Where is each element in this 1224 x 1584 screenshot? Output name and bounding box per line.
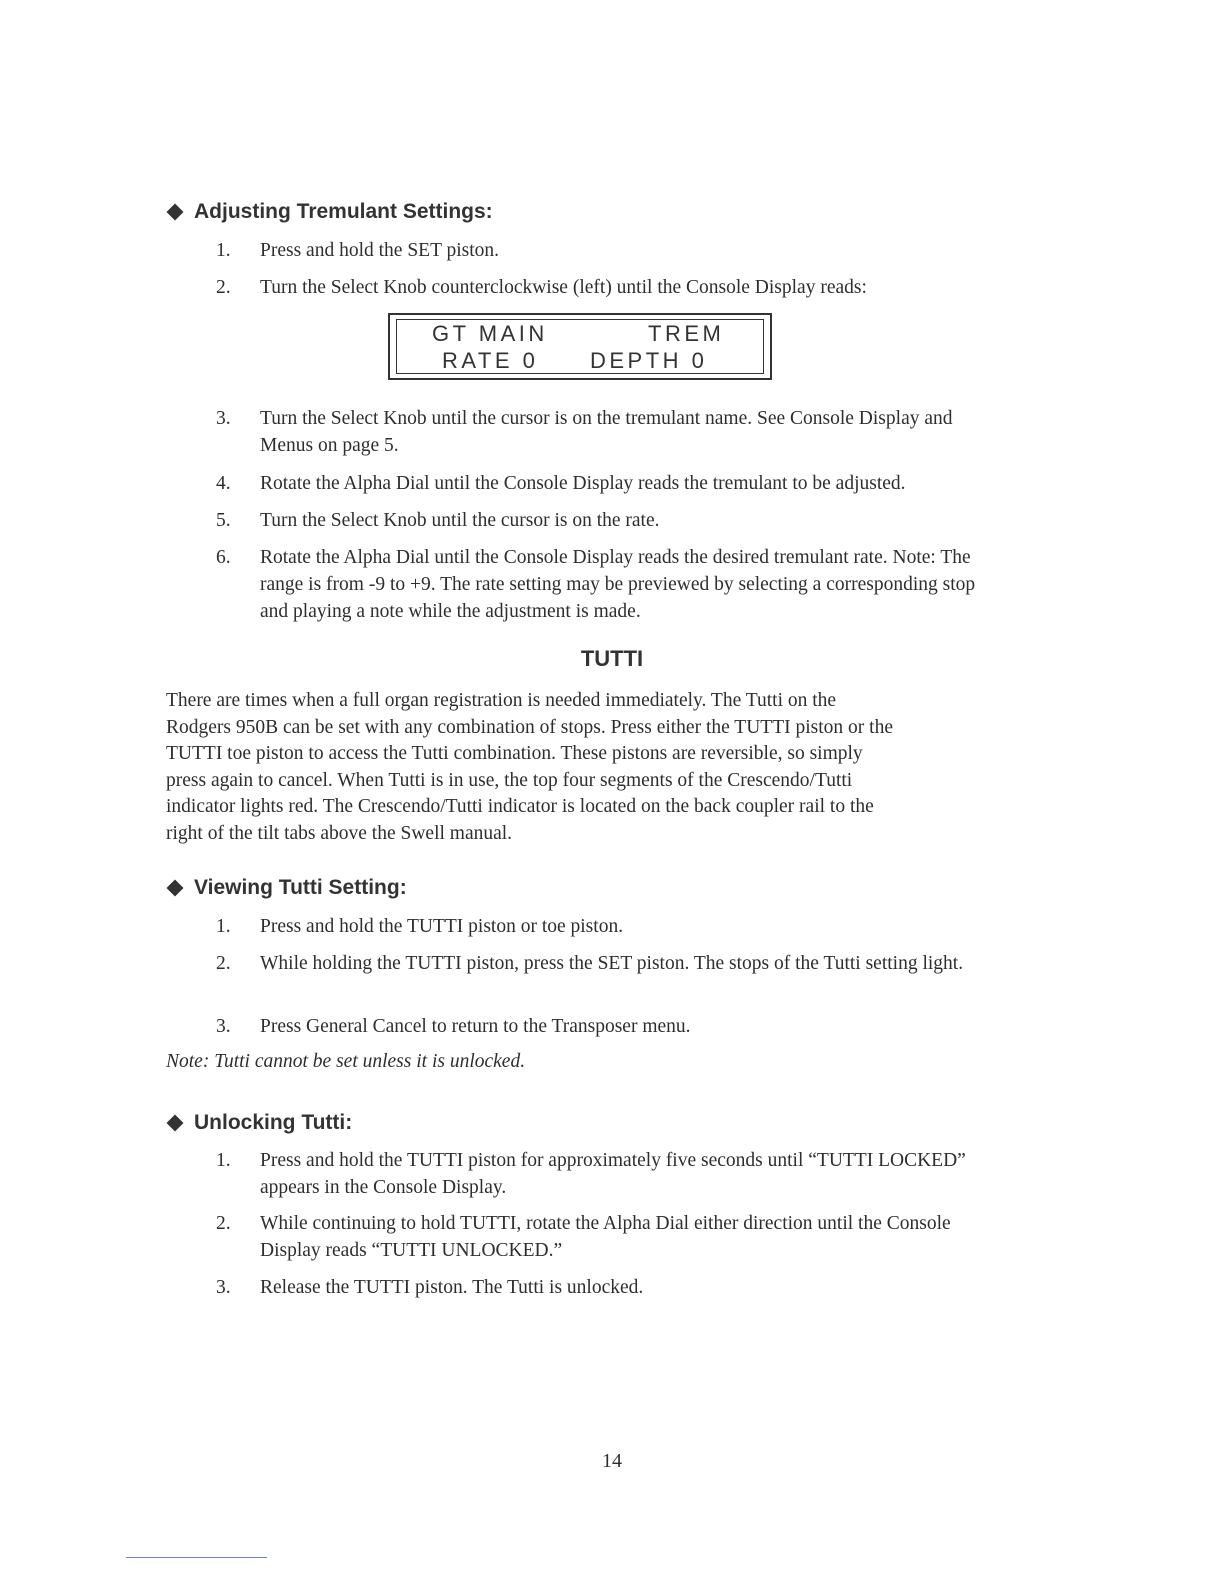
display-line2-left: RATE 0 <box>442 348 539 373</box>
item-number: 3. <box>216 1016 231 1037</box>
paragraph-line: TUTTI toe piston to access the Tutti combination. These pistons are reversible, so simply <box>166 743 863 764</box>
section-heading-viewing-tutti <box>166 876 407 900</box>
list-item <box>216 405 1016 459</box>
item-number: 1. <box>216 240 231 261</box>
diamond-bullet-icon <box>167 1115 184 1132</box>
section-heading-adjusting-tremulant <box>166 200 493 224</box>
heading-text: Viewing Tutti Setting: <box>194 876 407 899</box>
item-number: 2. <box>216 1213 231 1234</box>
list-item <box>216 1210 1016 1264</box>
item-number: 3. <box>216 408 231 429</box>
list-item <box>216 913 1016 940</box>
page-number: 14 <box>602 1450 622 1472</box>
item-text: Press General Cancel to return to the Transposer menu. <box>260 1016 691 1037</box>
item-text: While continuing to hold TUTTI, rotate the Alpha Dial either direction until the Console Display reads “TUTTI UNLOCKED.” <box>260 1213 951 1261</box>
display-line2-right: DEPTH 0 <box>590 348 708 373</box>
paragraph-line: There are times when a full organ registration is needed immediately. The Tutti on the <box>166 690 837 711</box>
diamond-bullet-icon <box>167 204 184 221</box>
list-item <box>216 950 1016 977</box>
item-text: Press and hold the SET piston. <box>260 240 500 261</box>
item-number: 2. <box>216 953 231 974</box>
console-display <box>388 313 772 380</box>
list-item <box>216 1013 1016 1040</box>
item-number: 5. <box>216 510 231 531</box>
footer-rule <box>126 1557 267 1558</box>
item-text: Rotate the Alpha Dial until the Console Display reads the tremulant to be adjusted. <box>260 473 906 494</box>
list-item <box>216 544 1016 625</box>
list-item <box>216 1147 1016 1201</box>
item-number: 2. <box>216 277 231 298</box>
item-number: 6. <box>216 547 231 568</box>
section-title-tutti: TUTTI <box>580 646 644 671</box>
diamond-bullet-icon <box>167 880 184 897</box>
item-text: Turn the Select Knob until the cursor is on the tremulant name. See Console Display and Menus on page 5. <box>260 408 953 456</box>
heading-text: Unlocking Tutti: <box>194 1111 353 1134</box>
display-line1-left: GT MAIN <box>432 321 548 346</box>
paragraph-line: right of the tilt tabs above the Swell manual. <box>166 822 513 844</box>
item-number: 1. <box>216 1150 231 1171</box>
item-number: 1. <box>216 916 231 937</box>
section-heading-unlocking-tutti <box>166 1111 352 1135</box>
item-text: Turn the Select Knob until the cursor is on the rate. <box>260 510 660 531</box>
item-text: Press and hold the TUTTI piston or toe piston. <box>260 916 624 937</box>
list-item <box>216 507 1016 534</box>
item-number: 4. <box>216 473 231 494</box>
note-text: Note: Tutti cannot be set unless it is unlocked. <box>166 1051 526 1072</box>
item-number: 3. <box>216 1277 231 1298</box>
list-item <box>216 470 1016 497</box>
item-text: Press and hold the TUTTI piston for approximately five seconds until “TUTTI LOCKED” appears in the Console Display. <box>260 1150 966 1198</box>
list-item <box>216 237 1016 264</box>
item-text: Release the TUTTI piston. The Tutti is unlocked. <box>260 1277 644 1298</box>
tutti-paragraph <box>166 688 1016 847</box>
item-text: While holding the TUTTI piston, press the SET piston. The stops of the Tutti setting light. <box>260 953 964 974</box>
list-item <box>216 274 1016 301</box>
heading-text: Adjusting Tremulant Settings: <box>194 200 493 223</box>
paragraph-line: indicator lights red. The Crescendo/Tutti indicator is located on the back coupler rail to the <box>166 796 874 817</box>
list-item <box>216 1274 1016 1301</box>
item-text: Rotate the Alpha Dial until the Console Display reads the desired tremulant rate. Note: The range is from -9 to +9. The rate setting may be previewed by selecting a corresponding stop and playing a note while the adjustment is made. <box>260 547 976 622</box>
paragraph-line: Rodgers 950B can be set with any combination of stops. Press either the TUTTI piston or the <box>166 716 893 738</box>
item-text: Turn the Select Knob counterclockwise (left) until the Console Display reads: <box>260 277 867 298</box>
paragraph-line: press again to cancel. When Tutti is in use, the top four segments of the Crescendo/Tutti <box>166 769 853 791</box>
display-line1-right: TREM <box>648 321 725 346</box>
